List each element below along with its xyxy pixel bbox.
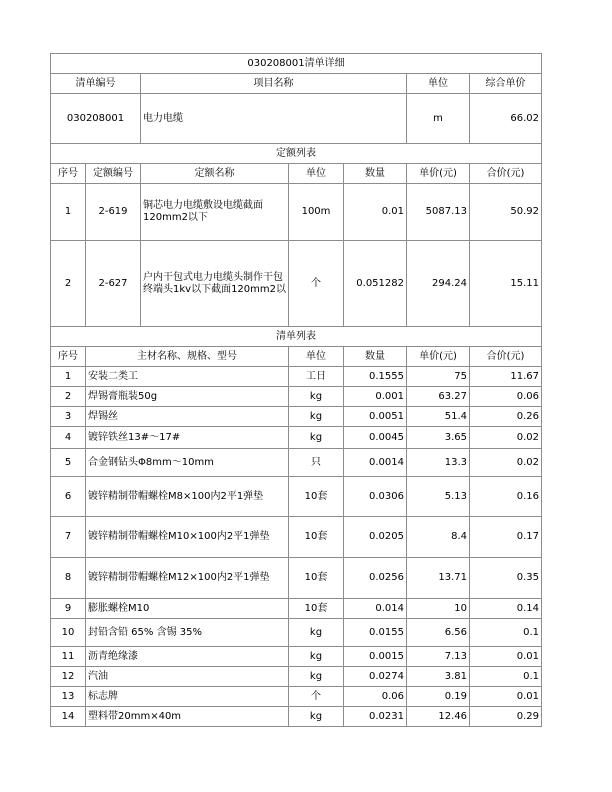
- material-unit: kg: [289, 387, 344, 407]
- quota-header-code: 定额编号: [86, 164, 141, 184]
- material-row: [51, 599, 542, 619]
- quota-total: 50.92: [470, 184, 542, 241]
- material-name: 膨胀螺栓M10: [86, 599, 289, 619]
- quota-title-row: [51, 144, 542, 164]
- quota-header-name: 定额名称: [141, 164, 289, 184]
- quota-code: 2-619: [86, 184, 141, 241]
- material-seq: 14: [51, 707, 86, 727]
- material-unit: kg: [289, 707, 344, 727]
- material-qty: 0.0256: [344, 558, 407, 599]
- quota-name: 铜芯电力电缆敷设电缆截面120mm2以下: [141, 184, 289, 241]
- material-name: 焊锡丝: [86, 407, 289, 427]
- material-qty: 0.001: [344, 387, 407, 407]
- material-unit: 10套: [289, 599, 344, 619]
- material-unit: 个: [289, 687, 344, 707]
- materials-header-row: [51, 347, 542, 367]
- material-row: [51, 517, 542, 558]
- quota-qty: 0.051282: [344, 241, 407, 327]
- material-row: [51, 558, 542, 599]
- material-name: 合金钢钻头Φ8mm～10mm: [86, 449, 289, 477]
- material-total: 0.1: [470, 619, 542, 647]
- material-price: 0.19: [407, 687, 470, 707]
- material-row: [51, 367, 542, 387]
- material-name: 镀锌铁丝13#～17#: [86, 427, 289, 449]
- bill-header-code: 清单编号: [51, 74, 141, 94]
- bill-price: 66.02: [470, 94, 542, 144]
- material-qty: 0.0051: [344, 407, 407, 427]
- material-qty: 0.0015: [344, 647, 407, 667]
- material-qty: 0.014: [344, 599, 407, 619]
- material-price: 3.65: [407, 427, 470, 449]
- material-name: 安装二类工: [86, 367, 289, 387]
- material-row: [51, 687, 542, 707]
- material-qty: 0.0045: [344, 427, 407, 449]
- material-unit: kg: [289, 619, 344, 647]
- bill-header-price: 综合单价: [470, 74, 542, 94]
- material-seq: 4: [51, 427, 86, 449]
- quota-title: 定额列表: [51, 144, 542, 164]
- quota-seq: 2: [51, 241, 86, 327]
- material-price: 10: [407, 599, 470, 619]
- material-unit: kg: [289, 407, 344, 427]
- bill-header-unit: 单位: [407, 74, 470, 94]
- material-seq: 1: [51, 367, 86, 387]
- bill-row: [51, 94, 542, 144]
- material-name: 汽油: [86, 667, 289, 687]
- quota-header-unit: 单位: [289, 164, 344, 184]
- material-row: [51, 477, 542, 517]
- quota-unit: 个: [289, 241, 344, 327]
- material-total: 0.26: [470, 407, 542, 427]
- material-qty: 0.0274: [344, 667, 407, 687]
- material-unit: 10套: [289, 477, 344, 517]
- material-qty: 0.0155: [344, 619, 407, 647]
- material-unit: 工日: [289, 367, 344, 387]
- quota-code: 2-627: [86, 241, 141, 327]
- quota-header-seq: 序号: [51, 164, 86, 184]
- material-unit: 10套: [289, 517, 344, 558]
- detail-table: [50, 53, 542, 727]
- material-price: 3.81: [407, 667, 470, 687]
- materials-header-seq: 序号: [51, 347, 86, 367]
- material-total: 0.29: [470, 707, 542, 727]
- material-unit: kg: [289, 427, 344, 449]
- material-price: 5.13: [407, 477, 470, 517]
- quota-name: 户内干包式电力电缆头制作干包终端头1kv以下截面120mm2以: [141, 241, 289, 327]
- quota-header-qty: 数量: [344, 164, 407, 184]
- material-total: 0.14: [470, 599, 542, 619]
- materials-header-total: 合价(元): [470, 347, 542, 367]
- material-total: 0.17: [470, 517, 542, 558]
- material-name: 沥青绝缘漆: [86, 647, 289, 667]
- material-total: 0.1: [470, 667, 542, 687]
- bill-title-row: [51, 54, 542, 74]
- material-seq: 9: [51, 599, 86, 619]
- material-unit: kg: [289, 647, 344, 667]
- material-total: 11.67: [470, 367, 542, 387]
- material-price: 6.56: [407, 619, 470, 647]
- material-qty: 0.1555: [344, 367, 407, 387]
- material-row: [51, 427, 542, 449]
- quota-header-row: [51, 164, 542, 184]
- material-row: [51, 619, 542, 647]
- material-price: 8.4: [407, 517, 470, 558]
- material-unit: kg: [289, 667, 344, 687]
- material-seq: 8: [51, 558, 86, 599]
- material-seq: 7: [51, 517, 86, 558]
- material-price: 63.27: [407, 387, 470, 407]
- material-total: 0.02: [470, 449, 542, 477]
- material-total: 0.01: [470, 647, 542, 667]
- quota-qty: 0.01: [344, 184, 407, 241]
- bill-header-name: 项目名称: [141, 74, 407, 94]
- quota-header-total: 合价(元): [470, 164, 542, 184]
- material-row: [51, 667, 542, 687]
- material-total: 0.02: [470, 427, 542, 449]
- quota-row: [51, 184, 542, 241]
- material-total: 0.01: [470, 687, 542, 707]
- material-row: [51, 407, 542, 427]
- quota-unit: 100m: [289, 184, 344, 241]
- material-total: 0.16: [470, 477, 542, 517]
- material-qty: 0.0014: [344, 449, 407, 477]
- bill-code: 030208001: [51, 94, 141, 144]
- materials-title-row: [51, 327, 542, 347]
- material-seq: 10: [51, 619, 86, 647]
- material-total: 0.35: [470, 558, 542, 599]
- material-seq: 11: [51, 647, 86, 667]
- materials-title: 清单列表: [51, 327, 542, 347]
- quota-row: [51, 241, 542, 327]
- material-qty: 0.0306: [344, 477, 407, 517]
- material-qty: 0.06: [344, 687, 407, 707]
- material-row: [51, 707, 542, 727]
- materials-header-qty: 数量: [344, 347, 407, 367]
- materials-header-unit: 单位: [289, 347, 344, 367]
- materials-header-price: 单价(元): [407, 347, 470, 367]
- material-qty: 0.0205: [344, 517, 407, 558]
- quota-total: 15.11: [470, 241, 542, 327]
- quota-header-price: 单价(元): [407, 164, 470, 184]
- material-price: 51.4: [407, 407, 470, 427]
- material-seq: 2: [51, 387, 86, 407]
- quota-price: 5087.13: [407, 184, 470, 241]
- material-row: [51, 647, 542, 667]
- material-row: [51, 449, 542, 477]
- material-seq: 13: [51, 687, 86, 707]
- material-seq: 5: [51, 449, 86, 477]
- material-price: 13.3: [407, 449, 470, 477]
- material-seq: 6: [51, 477, 86, 517]
- materials-header-name: 主材名称、规格、型号: [86, 347, 289, 367]
- material-unit: 10套: [289, 558, 344, 599]
- material-name: 标志牌: [86, 687, 289, 707]
- material-seq: 3: [51, 407, 86, 427]
- material-total: 0.06: [470, 387, 542, 407]
- material-price: 75: [407, 367, 470, 387]
- material-name: 塑料带20mm×40m: [86, 707, 289, 727]
- material-unit: 只: [289, 449, 344, 477]
- material-name: 镀锌精制带帽螺栓M10×100内2平1弹垫: [86, 517, 289, 558]
- bill-unit: m: [407, 94, 470, 144]
- quota-price: 294.24: [407, 241, 470, 327]
- material-name: 镀锌精制带帽螺栓M12×100内2平1弹垫: [86, 558, 289, 599]
- material-qty: 0.0231: [344, 707, 407, 727]
- material-seq: 12: [51, 667, 86, 687]
- bill-title: 030208001清单详细: [51, 54, 542, 74]
- material-name: 焊锡膏瓶装50g: [86, 387, 289, 407]
- quota-seq: 1: [51, 184, 86, 241]
- material-price: 13.71: [407, 558, 470, 599]
- material-name: 镀锌精制带帽螺栓M8×100内2平1弹垫: [86, 477, 289, 517]
- bill-header-row: [51, 74, 542, 94]
- bill-name: 电力电缆: [141, 94, 407, 144]
- material-price: 7.13: [407, 647, 470, 667]
- material-name: 封铅含铅 65% 含锡 35%: [86, 619, 289, 647]
- material-row: [51, 387, 542, 407]
- material-price: 12.46: [407, 707, 470, 727]
